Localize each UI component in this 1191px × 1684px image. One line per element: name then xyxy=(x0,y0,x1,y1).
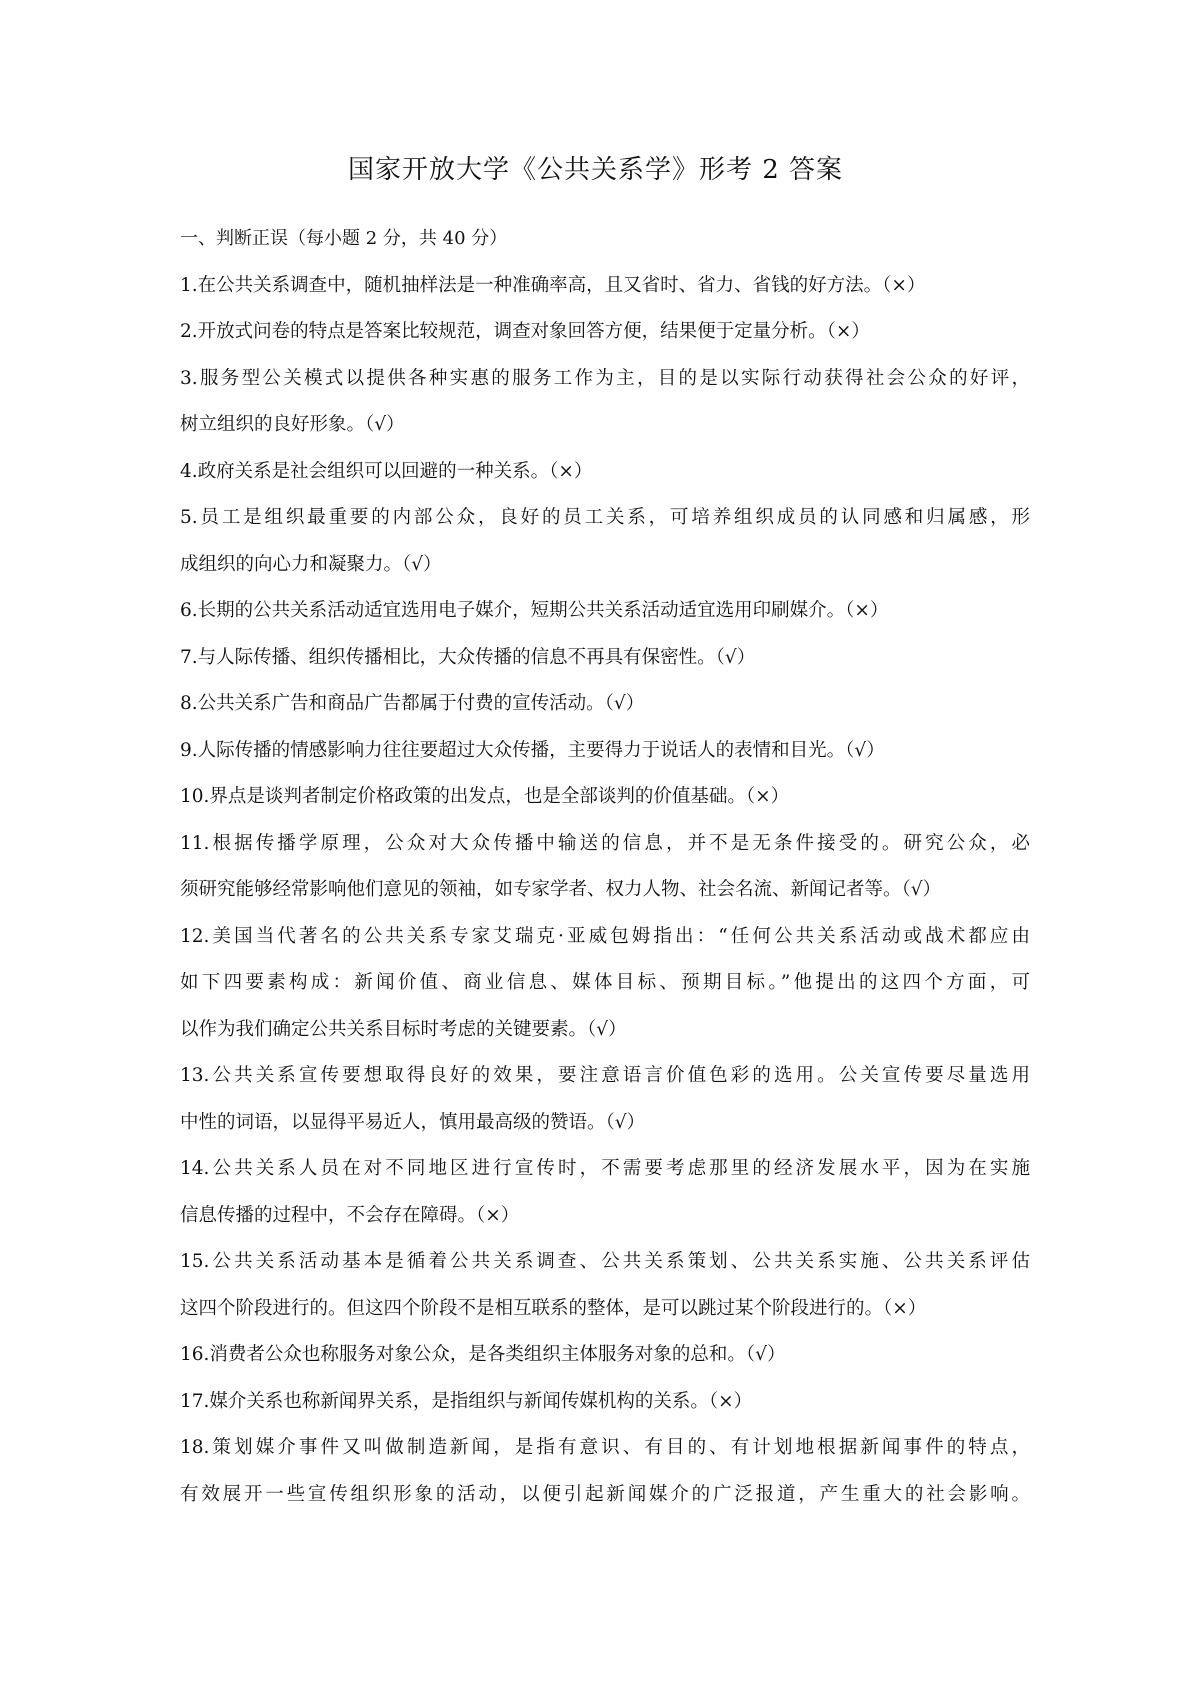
question-line: 成组织的向心力和凝聚力。（√） xyxy=(180,553,442,575)
question-line: 15.公共关系活动基本是循着公共关系调查、公共关系策划、公共关系实施、公共关系评估 xyxy=(180,1251,1030,1272)
question-line: 7.与人际传播、组织传播相比，大众传播的信息不再具有保密性。（√） xyxy=(180,646,756,668)
question-line: 3.服务型公关模式以提供各种实惠的服务工作为主，目的是以实际行动获得社会公众的好评， xyxy=(180,367,1030,389)
question-line: 如下四要素构成：新闻价值、商业信息、媒体目标、预期目标。”他提出的这四个方面，可 xyxy=(180,972,1030,993)
page-title: 国家开放大学《公共关系学》形考 2 答案 xyxy=(347,155,844,185)
section-heading: 一、判断正误（每小题 2 分，共 40 分） xyxy=(180,228,508,249)
question-item xyxy=(180,728,1030,775)
question-item xyxy=(180,309,1030,356)
question-item xyxy=(180,1146,1030,1239)
question-line: 6.长期的公共关系活动适宜选用电子媒介，短期公共关系活动适宜选用印刷媒介。（×） xyxy=(180,600,889,621)
question-line: 17.媒介关系也称新闻界关系，是指组织与新闻传媒机构的关系。（×） xyxy=(180,1390,753,1412)
question-line: 9.人际传播的情感影响力往往要超过大众传播，主要得力于说话人的表情和目光。（√） xyxy=(180,739,885,761)
question-line: 14.公共关系人员在对不同地区进行宣传时，不需要考虑那里的经济发展水平，因为在实施 xyxy=(180,1158,1030,1179)
question-line: 有效展开一些宣传组织形象的活动，以便引起新闻媒介的广泛报道，产生重大的社会影响。 xyxy=(180,1483,1030,1505)
question-item xyxy=(180,914,1030,1054)
question-line: 这四个阶段进行的。但这四个阶段不是相互联系的整体，是可以跳过某个阶段进行的。（×） xyxy=(180,1297,927,1319)
question-line: 16.消费者公众也称服务对象公众，是各类组织主体服务对象的总和。（√） xyxy=(180,1344,786,1365)
question-line: 须研究能够经常影响他们意见的领袖，如专家学者、权力人物、社会名流、新闻记者等。（√） xyxy=(180,879,942,900)
question-line: 18.策划媒介事件又叫做制造新闻，是指有意识、有目的、有计划地根据新闻事件的特点， xyxy=(180,1437,1030,1458)
question-item xyxy=(180,1425,1030,1518)
question-line: 信息传播的过程中，不会存在障碍。（×） xyxy=(180,1204,520,1226)
question-item xyxy=(180,1379,1030,1426)
question-line: 8.公共关系广告和商品广告都属于付费的宣传活动。（√） xyxy=(180,693,645,714)
question-item xyxy=(180,1332,1030,1379)
question-item xyxy=(180,356,1030,449)
question-item xyxy=(180,263,1030,310)
question-line: 2.开放式问卷的特点是答案比较规范，调查对象回答方便，结果便于定量分析。（×） xyxy=(180,321,870,342)
question-item xyxy=(180,449,1030,496)
question-line: 中性的词语，以显得平易近人，慎用最高级的赞语。（√） xyxy=(180,1111,646,1133)
question-line: 以作为我们确定公共关系目标时考虑的关键要素。（√） xyxy=(180,1018,627,1040)
question-line: 11.根据传播学原理，公众对大众传播中输送的信息，并不是无条件接受的。研究公众，必 xyxy=(180,832,1030,854)
question-item xyxy=(180,774,1030,821)
question-item xyxy=(180,1053,1030,1146)
question-item xyxy=(180,681,1030,728)
question-line: 13.公共关系宣传要想取得良好的效果，要注意语言价值色彩的选用。公关宣传要尽量选用 xyxy=(180,1065,1030,1086)
question-line: 树立组织的良好形象。（√） xyxy=(180,414,405,435)
question-line: 5.员工是组织最重要的内部公众，良好的员工关系，可培养组织成员的认同感和归属感，形 xyxy=(180,507,1030,528)
question-item xyxy=(180,495,1030,588)
question-item xyxy=(180,821,1030,914)
document-body xyxy=(180,216,1030,1518)
question-list xyxy=(180,263,1030,1519)
question-line: 10.界点是谈判者制定价格政策的出发点，也是全部谈判的价值基础。（×） xyxy=(180,786,790,807)
question-line: 1.在公共关系调查中，随机抽样法是一种准确率高，且又省时、省力、省钱的好方法。（×） xyxy=(180,274,926,296)
question-item xyxy=(180,635,1030,682)
question-item xyxy=(180,588,1030,635)
question-item xyxy=(180,1239,1030,1332)
question-line: 4.政府关系是社会组织可以回避的一种关系。（×） xyxy=(180,460,593,482)
question-line: 12.美国当代著名的公共关系专家艾瑞克·亚威包姆指出：“任何公共关系活动或战术都应由 xyxy=(180,925,1030,947)
